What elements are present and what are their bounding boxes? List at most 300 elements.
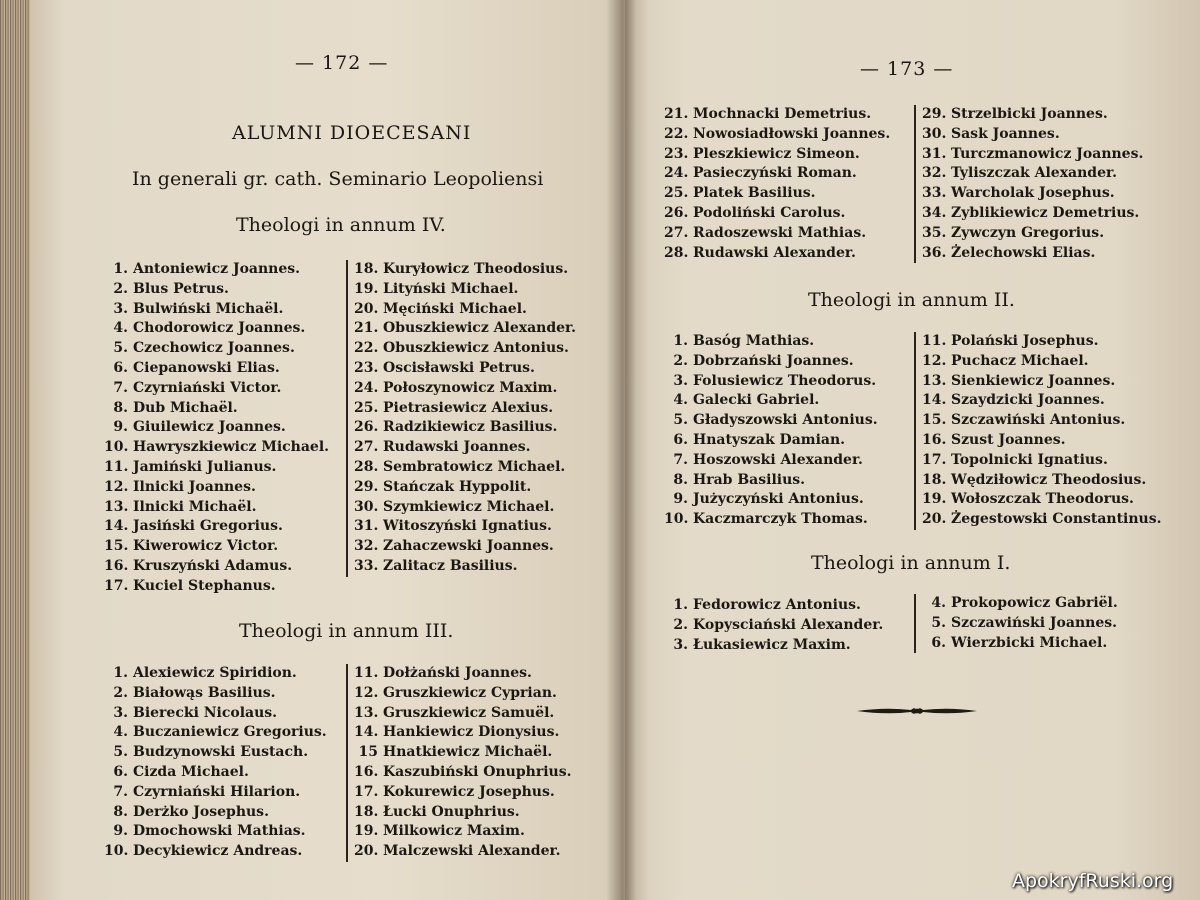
entry-name: Budzynowski Eustach.	[133, 744, 309, 761]
entry-number: 15.	[104, 538, 129, 555]
entry-number: 9.	[113, 419, 128, 436]
entry-name: Połoszynowicz Maxim.	[383, 379, 558, 396]
entry-name: Podoliński Carolus.	[693, 204, 846, 221]
entry-name: Tyliszczak Alexander.	[951, 165, 1117, 182]
page-edge	[0, 0, 30, 900]
section-heading-theologi-i: Theologi in annum I.	[811, 552, 1011, 574]
entry-name: Dobrzański Joannes.	[693, 352, 854, 369]
list-item	[354, 704, 571, 724]
entry-name: Radoszewski Mathias.	[693, 224, 867, 241]
list-item	[354, 300, 576, 320]
entry-name: Galecki Gabriel.	[693, 392, 820, 409]
list-item	[104, 783, 327, 803]
entry-number: 5.	[113, 744, 128, 761]
entry-name: Hrab Basilius.	[693, 471, 806, 488]
entry-number: 27.	[354, 439, 379, 456]
entry-number: 11.	[922, 333, 947, 349]
entry-number: 10.	[104, 439, 129, 456]
list-item	[354, 783, 571, 803]
list-item	[104, 300, 329, 320]
section-heading-theologi-iv: Theologi in annum IV.	[236, 214, 446, 236]
entry-name: Dub Michaël.	[133, 399, 238, 416]
entry-number: 12.	[922, 352, 947, 369]
entry-number: 1.	[113, 665, 128, 681]
list-item	[922, 451, 1162, 471]
entry-number: 4.	[113, 724, 128, 741]
entry-name: Mochnacki Demetrius.	[693, 106, 872, 122]
entry-name: Folusiewicz Theodorus.	[693, 372, 877, 389]
list-item	[104, 842, 327, 862]
entry-name: Derżko Josephus.	[133, 803, 269, 820]
entry-name: Kopysciański Alexander.	[693, 616, 884, 633]
entry-number: 21.	[354, 320, 379, 337]
list-item	[922, 594, 1118, 614]
entry-number: 11.	[354, 665, 379, 681]
entry-number: 12.	[104, 478, 129, 495]
entry-number: 19.	[354, 823, 379, 840]
entry-number: 14.	[922, 392, 947, 409]
entry-number: 15.	[922, 412, 947, 429]
entry-name: Chodorowicz Joannes.	[133, 320, 306, 337]
page-number-right: — 173 —	[860, 58, 954, 80]
entry-number: 14.	[354, 724, 379, 741]
entry-number: 6.	[673, 431, 688, 448]
entry-number: 25.	[664, 185, 689, 202]
entry-name: Decykiewicz Andreas.	[133, 843, 303, 860]
entry-number: 6.	[113, 763, 128, 780]
list-item	[922, 510, 1162, 530]
entry-number: 4.	[931, 595, 946, 611]
list-item	[104, 803, 327, 823]
list-item	[104, 577, 329, 597]
entry-name: Dołżański Joannes.	[383, 665, 532, 681]
list-item	[664, 391, 878, 411]
list-item	[664, 125, 890, 145]
entry-name: Łucki Onuphrius.	[383, 803, 520, 820]
entry-number: 36.	[922, 244, 947, 261]
entry-number: 6.	[113, 359, 128, 376]
list-item	[922, 352, 1162, 372]
list-item	[104, 763, 327, 783]
entry-number: 6.	[931, 634, 946, 651]
entry-name: Polański Josephus.	[951, 333, 1099, 349]
list-item	[664, 616, 883, 636]
entry-number: 26.	[354, 419, 379, 436]
entry-name: Buczaniewicz Gregorius.	[133, 724, 327, 741]
list-item	[104, 359, 329, 379]
list-item	[354, 684, 571, 704]
entry-name: Sask Joannes.	[951, 125, 1060, 142]
list-item	[104, 438, 329, 458]
entry-number: 8.	[113, 803, 128, 820]
entry-number: 4.	[673, 392, 688, 409]
entry-name: Warcholak Josephus.	[951, 185, 1115, 202]
entry-number: 7.	[113, 379, 128, 396]
entry-name: Rudawski Alexander.	[693, 244, 856, 261]
list-theologi-ii-col1	[664, 332, 878, 530]
list-item	[354, 537, 576, 557]
entry-number: 24.	[664, 165, 689, 182]
list-item	[104, 822, 327, 842]
entry-number: 2.	[113, 280, 128, 297]
entry-number: 24.	[354, 379, 379, 396]
entry-name: Nowosiadłowski Joannes.	[693, 125, 891, 142]
entry-name: Hankiewicz Dionysius.	[383, 724, 560, 741]
entry-number: 23.	[354, 359, 379, 376]
entry-name: Milkowicz Maxim.	[383, 823, 525, 840]
watermark: ApokryfRuski.org	[1012, 870, 1174, 892]
entry-number: 30.	[922, 125, 947, 142]
list-item	[104, 379, 329, 399]
list-item	[664, 431, 878, 451]
entry-number: 22.	[354, 340, 379, 357]
entry-name: Radzikiewicz Basilius.	[383, 419, 558, 436]
list-item	[664, 204, 890, 224]
list-item	[922, 471, 1162, 491]
list-item	[104, 418, 329, 438]
entry-name: Bierecki Nicolaus.	[133, 704, 278, 721]
list-item	[354, 319, 576, 339]
list-item	[104, 260, 329, 280]
list-item	[922, 431, 1162, 451]
entry-number: 18.	[922, 471, 947, 488]
list-item	[354, 399, 576, 419]
list-item	[922, 332, 1162, 352]
list-item	[664, 411, 878, 431]
entry-number: 5.	[113, 340, 128, 357]
section-heading-theologi-iii: Theologi in annum III.	[239, 620, 454, 642]
list-item	[922, 204, 1143, 224]
entry-name: Gładyszowski Antonius.	[693, 412, 878, 429]
list-item	[104, 537, 329, 557]
list-item	[354, 664, 571, 684]
entry-number: 28.	[354, 458, 379, 475]
list-item	[922, 372, 1162, 392]
entry-name: Sembratowicz Michael.	[383, 458, 566, 475]
entry-number: 5.	[673, 412, 688, 429]
entry-name: Blus Petrus.	[133, 280, 229, 297]
list-item	[922, 105, 1143, 125]
entry-number: 18.	[354, 261, 379, 277]
list-item	[354, 743, 571, 763]
entry-name: Kuryłowicz Theodosius.	[383, 261, 569, 277]
entry-number: 32.	[354, 538, 379, 555]
entry-name: Pleszkiewicz Simeon.	[693, 145, 860, 162]
entry-name: Kiwerowicz Victor.	[133, 538, 279, 555]
entry-number: 7.	[113, 783, 128, 800]
list-item	[104, 557, 329, 577]
entry-number: 1.	[673, 597, 688, 613]
entry-number: 8.	[673, 471, 688, 488]
entry-name: Sienkiewicz Joannes.	[951, 372, 1116, 389]
list-item	[922, 244, 1143, 264]
book-gutter	[606, 0, 636, 900]
list-item	[354, 763, 571, 783]
entry-name: Zalitacz Basilius.	[383, 557, 518, 574]
entry-name: Wierzbicki Michael.	[951, 634, 1108, 651]
list-theologi-iii-col2	[346, 664, 571, 862]
list-theologi-iv-col2	[346, 260, 576, 577]
entry-name: Łukasiewicz Maxim.	[693, 636, 851, 653]
list-item	[354, 557, 576, 577]
list-item	[664, 596, 883, 616]
entry-number: 17.	[104, 577, 129, 594]
entry-name: Hoszowski Alexander.	[693, 451, 863, 468]
entry-name: Alexiewicz Spiridion.	[133, 665, 297, 681]
entry-name: Białowąs Basilius.	[133, 684, 276, 701]
entry-number: 20.	[922, 511, 947, 528]
entry-name: Ilnicki Michaël.	[133, 498, 257, 515]
list-theologi-iv-continued-col1	[664, 105, 890, 263]
entry-number: 20.	[354, 300, 379, 317]
list-item	[104, 280, 329, 300]
entry-name: Lityński Michael.	[383, 280, 519, 297]
entry-name: Żelechowski Elias.	[951, 244, 1096, 261]
entry-number: 19.	[922, 491, 947, 508]
list-item	[354, 842, 571, 862]
page-subtitle: In generali gr. cath. Seminario Leopoliensi	[132, 168, 544, 190]
entry-number: 3.	[673, 372, 688, 389]
list-item	[664, 224, 890, 244]
entry-number: 16.	[104, 557, 129, 574]
list-theologi-ii-col2	[914, 332, 1162, 530]
entry-number: 30.	[354, 498, 379, 515]
section-heading-theologi-ii: Theologi in annum II.	[808, 289, 1015, 311]
entry-number: 19.	[354, 280, 379, 297]
list-item	[354, 260, 576, 280]
entry-name: Obuszkiewicz Alexander.	[383, 320, 576, 337]
entry-name: Platek Basilius.	[693, 185, 816, 202]
entry-name: Bulwiński Michaël.	[133, 300, 284, 317]
list-item	[664, 490, 878, 510]
entry-number: 7.	[673, 451, 688, 468]
list-item	[104, 517, 329, 537]
entry-number: 8.	[113, 399, 128, 416]
ornament-divider-icon	[855, 703, 979, 719]
entry-number: 20.	[354, 843, 379, 860]
entry-number: 26.	[664, 204, 689, 221]
list-item	[354, 803, 571, 823]
entry-number: 34.	[922, 204, 947, 221]
entry-number: 17.	[354, 783, 379, 800]
list-item	[104, 704, 327, 724]
entry-number: 28.	[664, 244, 689, 261]
list-item	[104, 684, 327, 704]
entry-name: Oscisławski Petrus.	[383, 359, 535, 376]
list-item	[354, 379, 576, 399]
list-item	[104, 319, 329, 339]
entry-name: Szust Joannes.	[951, 431, 1066, 448]
entry-name: Szczawiński Joannes.	[951, 614, 1117, 631]
list-item	[922, 490, 1162, 510]
list-item	[664, 471, 878, 491]
entry-number: 13.	[104, 498, 129, 515]
entry-number: 3.	[113, 704, 128, 721]
list-item	[922, 614, 1118, 634]
entry-number: 13.	[922, 372, 947, 389]
entry-name: Giuilewicz Joannes.	[133, 419, 286, 436]
entry-name: Hawryszkiewicz Michael.	[133, 439, 330, 456]
list-item	[104, 743, 327, 763]
entry-name: Prokopowicz Gabriël.	[951, 595, 1118, 611]
entry-number: 27.	[664, 224, 689, 241]
entry-name: Witoszyński Ignatius.	[383, 518, 552, 535]
list-item	[922, 224, 1143, 244]
list-item	[664, 244, 890, 264]
entry-name: Antoniewicz Joannes.	[133, 261, 301, 277]
list-item	[354, 280, 576, 300]
list-item	[664, 352, 878, 372]
entry-number: 33.	[354, 557, 379, 574]
entry-number: 17.	[922, 451, 947, 468]
list-item	[664, 332, 878, 352]
list-item	[104, 664, 327, 684]
list-item	[354, 339, 576, 359]
entry-name: Zyblikiewicz Demetrius.	[951, 204, 1140, 221]
entry-number: 13.	[354, 704, 379, 721]
entry-number: 14.	[104, 518, 129, 535]
entry-name: Basóg Mathias.	[693, 333, 815, 349]
entry-number: 33.	[922, 185, 947, 202]
list-item	[104, 723, 327, 743]
entry-name: Rudawski Joannes.	[383, 439, 531, 456]
entry-number: 3.	[113, 300, 128, 317]
entry-name: Ciepanowski Elias.	[133, 359, 280, 376]
entry-number: 10.	[664, 511, 689, 528]
entry-number: 1.	[113, 261, 128, 277]
entry-number: 15	[358, 744, 378, 761]
list-item	[922, 184, 1143, 204]
entry-name: Kruszyński Adamus.	[133, 557, 293, 574]
entry-name: Wołoszczak Theodorus.	[951, 491, 1134, 508]
entry-number: 35.	[922, 224, 947, 241]
entry-number: 16.	[354, 763, 379, 780]
list-item	[354, 822, 571, 842]
entry-number: 9.	[673, 491, 688, 508]
list-item	[664, 510, 878, 530]
entry-name: Pasieczyński Roman.	[693, 165, 857, 182]
list-item	[664, 636, 883, 656]
entry-name: Czechowicz Joannes.	[133, 340, 295, 357]
entry-name: Hnatyszak Damian.	[693, 431, 846, 448]
list-item	[354, 517, 576, 537]
entry-name: Szczawiński Antonius.	[951, 412, 1126, 429]
list-item	[922, 391, 1162, 411]
entry-name: Jamiński Julianus.	[133, 458, 277, 475]
list-item	[664, 184, 890, 204]
entry-name: Kokurewicz Josephus.	[383, 783, 555, 800]
entry-number: 1.	[673, 333, 688, 349]
entry-name: Szymkiewicz Michael.	[383, 498, 555, 515]
list-item	[922, 145, 1143, 165]
entry-name: Zywczyn Gregorius.	[951, 224, 1105, 241]
list-item	[664, 145, 890, 165]
entry-name: Stańczak Hyppolit.	[383, 478, 532, 495]
entry-name: Malczewski Alexander.	[383, 843, 561, 860]
entry-number: 4.	[113, 320, 128, 337]
list-item	[664, 164, 890, 184]
entry-number: 16.	[922, 431, 947, 448]
entry-number: 31.	[922, 145, 947, 162]
entry-number: 10.	[104, 843, 129, 860]
list-item	[104, 498, 329, 518]
entry-name: Czyrniański Hilarion.	[133, 783, 301, 800]
entry-name: Fedorowicz Antonius.	[693, 597, 861, 613]
entry-name: Szaydzicki Joannes.	[951, 392, 1105, 409]
entry-number: 31.	[354, 518, 379, 535]
list-item	[354, 418, 576, 438]
entry-number: 29.	[354, 478, 379, 495]
entry-name: Strzelbicki Joannes.	[951, 106, 1108, 122]
list-item	[664, 372, 878, 392]
entry-name: Dmochowski Mathias.	[133, 823, 306, 840]
entry-name: Żegestowski Constantinus.	[951, 511, 1162, 528]
list-item	[922, 164, 1143, 184]
entry-number: 2.	[673, 616, 688, 633]
entry-name: Gruszkiewicz Cyprian.	[383, 684, 557, 701]
entry-name: Topolnicki Ignatius.	[951, 451, 1108, 468]
page-number-left: — 172 —	[295, 52, 389, 74]
list-item	[354, 478, 576, 498]
entry-name: Wędziłowicz Theodosius.	[951, 471, 1147, 488]
entry-name: Czyrniański Victor.	[133, 379, 282, 396]
entry-name: Cizda Michael.	[133, 763, 249, 780]
entry-name: Gruszkiewicz Samuël.	[383, 704, 555, 721]
entry-name: Jasiński Gregorius.	[133, 518, 283, 535]
entry-number: 5.	[931, 614, 946, 631]
list-item	[922, 125, 1143, 145]
list-item	[354, 498, 576, 518]
entry-name: Męciński Michael.	[383, 300, 527, 317]
entry-number: 25.	[354, 399, 379, 416]
list-theologi-i-col2	[914, 594, 1118, 653]
entry-name: Pietrasiewicz Alexius.	[383, 399, 554, 416]
list-theologi-i-col1	[664, 596, 883, 655]
entry-name: Hnatkiewicz Michaël.	[383, 744, 553, 761]
entry-name: Kaszubiński Onuphrius.	[383, 763, 572, 780]
entry-number: 9.	[113, 823, 128, 840]
entry-name: Kuciel Stephanus.	[133, 577, 276, 594]
entry-number: 3.	[673, 636, 688, 653]
entry-number: 32.	[922, 165, 947, 182]
list-item	[664, 105, 890, 125]
list-item	[354, 458, 576, 478]
entry-name: Turczmanowicz Joannes.	[951, 145, 1144, 162]
entry-number: 23.	[664, 145, 689, 162]
list-item	[354, 438, 576, 458]
list-item	[922, 634, 1118, 654]
entry-number: 29.	[922, 106, 947, 122]
entry-number: 2.	[673, 352, 688, 369]
list-theologi-iv-continued-col2	[914, 105, 1143, 263]
entry-number: 11.	[104, 458, 129, 475]
entry-name: Obuszkiewicz Antonius.	[383, 340, 569, 357]
entry-name: Zahaczewski Joannes.	[383, 538, 554, 555]
entry-name: Puchacz Michael.	[951, 352, 1089, 369]
list-item	[104, 339, 329, 359]
list-item	[354, 723, 571, 743]
list-item	[104, 478, 329, 498]
entry-name: Jużyczyński Antonius.	[693, 491, 864, 508]
entry-name: Ilnicki Joannes.	[133, 478, 256, 495]
list-item	[104, 399, 329, 419]
list-theologi-iii-col1	[104, 664, 327, 862]
entry-number: 22.	[664, 125, 689, 142]
entry-number: 2.	[113, 684, 128, 701]
list-item	[104, 458, 329, 478]
page-title: ALUMNI DIOECESANI	[232, 122, 472, 144]
list-item	[922, 411, 1162, 431]
